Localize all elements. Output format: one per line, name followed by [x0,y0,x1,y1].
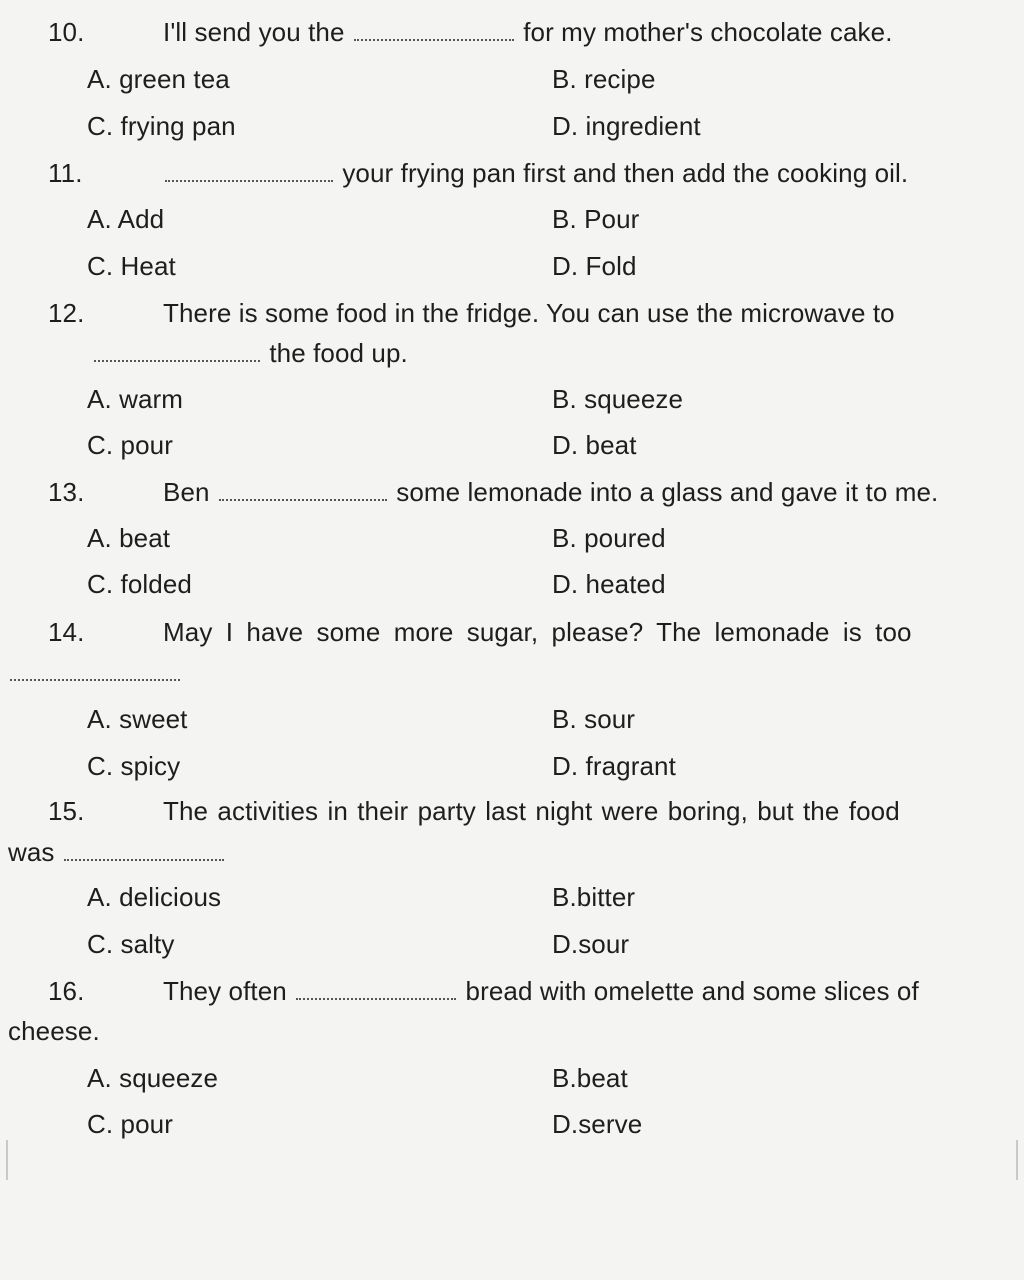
answer-blank [165,160,333,182]
option-c: C. pour [87,430,173,460]
question-stem: The activities in their party last night were boring, but the food [163,796,900,826]
option-b: B. squeeze [552,384,684,414]
option-b: B. sour [552,704,636,734]
option-d: D. beat [552,430,637,460]
option-a: A. beat [87,523,171,553]
option-a: A. delicious [87,882,222,912]
question-stem [163,975,919,1007]
question-stem [163,157,908,189]
option-c: C. frying pan [87,111,236,141]
question-stem [163,476,938,508]
option-d: D. ingredient [552,111,701,141]
option-c: C. folded [87,569,192,599]
question-number: 12. [48,298,85,328]
option-a: A. warm [87,384,184,414]
option-b: B.beat [552,1063,628,1093]
answer-blank [219,479,387,501]
question-stem: There is some food in the fridge. You can use the microwave to [163,298,895,328]
page-edge-mark [6,1140,8,1180]
page-edge-mark [1016,1140,1018,1180]
stem-text: your frying pan first and then add the cooking oil. [342,158,909,188]
option-b: B. Pour [552,204,640,234]
stem-text: They often [163,976,287,1006]
answer-blank [64,839,224,861]
answer-blank [296,978,456,1000]
option-c: C. spicy [87,751,181,781]
question-stem: May I have some more sugar, please? The lemonade is too [163,617,912,647]
answer-blank [10,659,180,681]
option-d: D.serve [552,1109,643,1139]
question-number: 16. [48,976,85,1006]
option-d: D.sour [552,929,630,959]
question-stem-line2 [8,836,226,868]
option-b: B. recipe [552,64,656,94]
option-b: B.bitter [552,882,636,912]
option-a: A. squeeze [87,1063,219,1093]
question-number: 14. [48,617,85,647]
stem-text: for my mother's chocolate cake. [523,17,893,47]
stem-text: Ben [163,477,210,507]
option-b: B. poured [552,523,666,553]
stem-text: was [8,837,55,867]
question-number: 11. [48,158,83,188]
question-stem [163,16,893,48]
option-d: D. heated [552,569,666,599]
answer-blank [94,340,260,362]
option-c: C. Heat [87,251,176,281]
option-a: A. Add [87,204,165,234]
option-c: C. pour [87,1109,173,1139]
question-stem-line2 [92,337,408,369]
question-number: 10. [48,17,85,47]
answer-blank [354,19,514,41]
question-number: 13. [48,477,85,507]
option-d: D. fragrant [552,751,676,781]
option-d: D. Fold [552,251,637,281]
option-a: A. green tea [87,64,230,94]
question-number: 15. [48,796,85,826]
stem-text: bread with omelette and some slices of [465,976,919,1006]
option-c: C. salty [87,929,175,959]
question-stem-line2: cheese. [8,1016,100,1046]
stem-text: I'll send you the [163,17,345,47]
option-a: A. sweet [87,704,188,734]
stem-text: the food up. [269,338,408,368]
stem-text: some lemonade into a glass and gave it to me. [396,477,939,507]
question-stem-line2 [8,656,182,688]
